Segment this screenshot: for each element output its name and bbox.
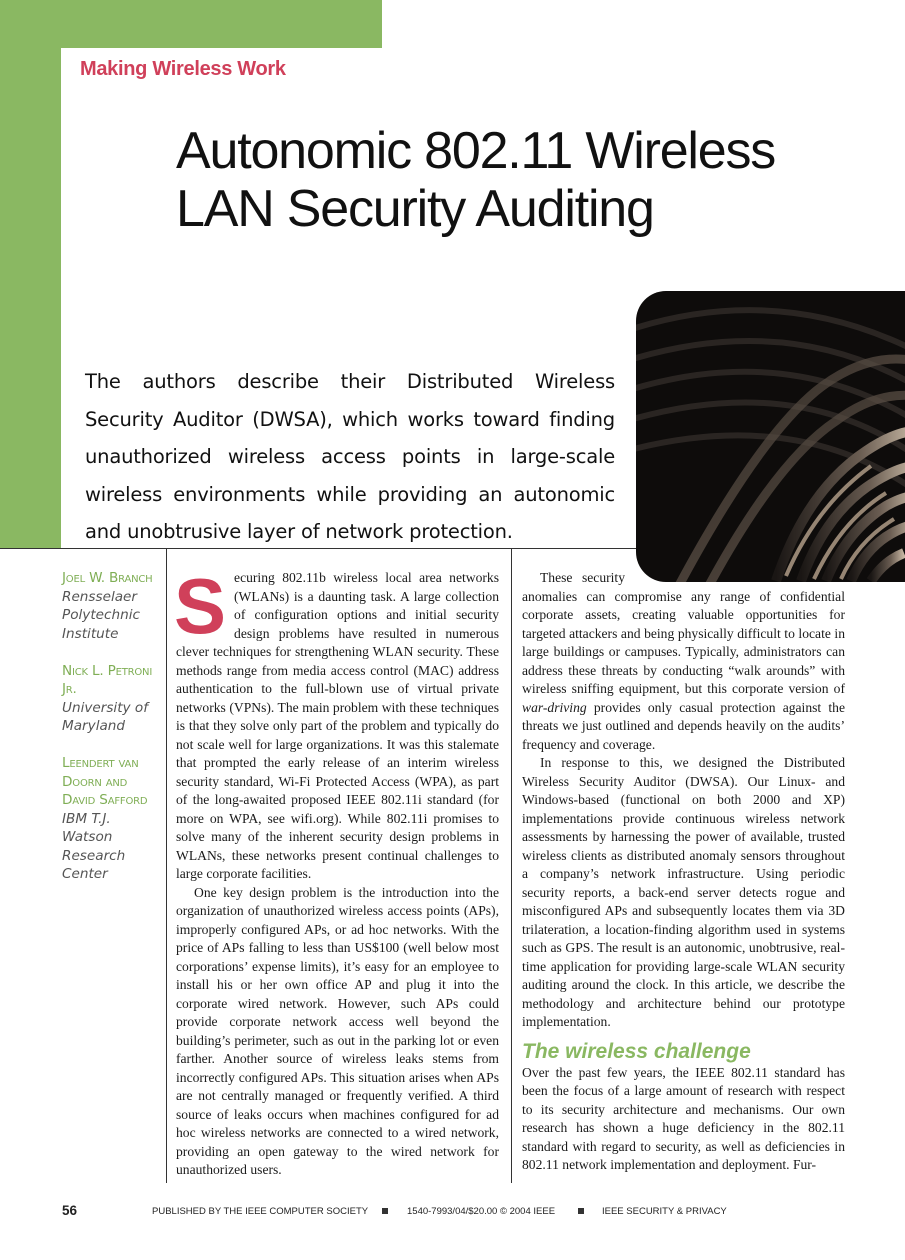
- title-line-1: Autonomic 802.11 Wireless: [176, 122, 776, 180]
- paragraph: [522, 569, 845, 754]
- paragraph: [174, 562, 499, 884]
- author-affiliation: IBM T.J. Watson Research Center: [62, 810, 126, 882]
- separator-square: [578, 1208, 584, 1214]
- abstract: The authors describe their Distributed Wireless Security Auditor (DWSA), which works toward finding unauthorized wireless access points in large-scale wireless environments while providing an autonomic and unobtrusive layer of network protection.: [85, 370, 615, 543]
- section-heading: The wireless challenge: [522, 1039, 751, 1063]
- article-title: [176, 122, 876, 238]
- green-side-bar: [0, 0, 61, 549]
- body-column-1: [174, 562, 499, 1180]
- body-column-2: [522, 569, 845, 1175]
- emphasis: war-driving: [522, 699, 587, 715]
- page-number: 56: [62, 1203, 78, 1218]
- column-rule-right: [511, 549, 512, 1183]
- section-label: Making Wireless Work: [80, 58, 286, 80]
- author-affiliation: University of Maryland: [62, 699, 148, 734]
- paragraph: In response to this, we designed the Distributed Wireless Security Auditor (DWSA). Our Linux- and Windows-based (functional on both 2000 and XP) implementations provide continuous wireless network assessments by harnessing the power of available, trusted wireless clients as distributed anomaly sensors throughout a company’s network infrastructure. Using periodic security reports, a back-end server detects rogue and misconfigured APs and subsequently locates them via 3D trilateration, a location-finding algorithm used in systems such as GPS. The result is an autonomic, unobtrusive, real-time application for providing large-scale WLAN security auditing around the clock. In this article, we describe the methodology and architecture behind our prototype implementation.: [522, 755, 845, 1029]
- footer-magazine: IEEE SECURITY & PRIVACY: [602, 1206, 727, 1217]
- author-name: Leendert van Doorn and David Safford: [62, 755, 148, 808]
- footer-publisher: PUBLISHED BY THE IEEE COMPUTER SOCIETY: [152, 1206, 369, 1217]
- paragraph-text: These security anomalies can compromise any range of confidential corporate assets, creating valuable opportunities for targeted attackers and being physically difficult to locate in large buildings or campuses. Typically, administrators can address these threats by conducting “walk arounds” with wireless sniffing equipment, but this corporate version of: [522, 570, 845, 696]
- column-rule-left: [166, 549, 167, 1183]
- author-name: Joel W. Branch: [62, 570, 153, 586]
- author-list: [62, 569, 162, 902]
- separator-square: [382, 1208, 388, 1214]
- title-line-2: LAN Security Auditing: [176, 180, 654, 238]
- abstract-photo: [636, 291, 905, 582]
- paragraph: One key design problem is the introduction into the organization of unauthorized wireless access points (APs), improperly configured APs, or ad hoc networks. With the price of APs falling to less than US$100 (well below most corporations’ expense limits), it’s easy for an employee to install his or her own office AP and plug it into the corporate wired network. However, such APs could provide corporate network access well beyond the building’s perimeter, such as out in the parking lot or even farther. Another source of wireless leaks stems from incorrectly configured APs. This situation arises when APs are not centrally managed or frequently verified. A third source of leaks occurs when machines configured for ad hoc wireless networks are connected to a wired network, providing an open gateway to the wired network for unauthorized users.: [176, 884, 499, 1177]
- drop-cap: S: [174, 562, 227, 650]
- paragraph: Over the past few years, the IEEE 802.11 standard has been the focus of a large amount of research with respect to its security architecture and mechanisms. Our own research has shown a huge deficiency in the 802.11 standard with regard to security, as well as deficiencies in 802.11 network implementation and deployment. Fur-: [522, 1064, 845, 1172]
- footer-issn: 1540-7993/04/$20.00 © 2004 IEEE: [407, 1206, 556, 1217]
- author-entry: [62, 569, 162, 643]
- author-affiliation: Rensselaer Polytechnic Institute: [62, 588, 140, 642]
- paragraph-text: provides only casual protection against the threats we just outlined and depends heavily on the audits’ frequency and coverage.: [522, 699, 845, 752]
- author-name: Nick L. Petroni Jr.: [62, 662, 153, 697]
- image-wrap-space: [625, 569, 845, 588]
- header-rule: [0, 548, 636, 549]
- author-entry: [62, 662, 162, 736]
- author-entry: [62, 754, 162, 884]
- paragraph-text: ecuring 802.11b wireless local area networks (WLANs) is a daunting task. A large collection of configuration options and initial security design problems have resulted in numerous clever techniques for strengthening WLAN security. These methods range from media access control (MAC) address authentication to the full-blown use of virtual private networks (VPNs). The main problem with these techniques is that they solve only part of the problem and typically do not scale well for large organizations. It was this stalemate that prompted the early release of an interim wireless security standard, Wi-Fi Protected Access (WPA), as part of the long-awaited proposed IEEE 802.11i standard (for more on WPA, see wifi.org). While 802.11i promises to solve many of the inherent security design problems in WLANs, these networks present continual challenges to large corporate facilities.: [176, 570, 499, 881]
- swirl-image: [636, 291, 905, 582]
